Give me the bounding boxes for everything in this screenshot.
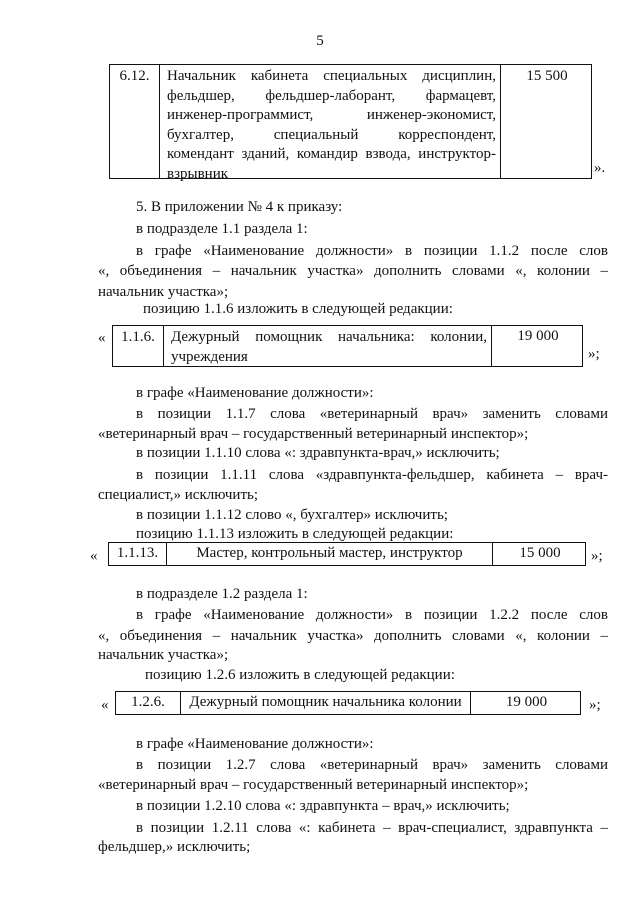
cell-line: бухгалтер, специальный корреспондент, [167,126,496,143]
table-position-1-2-6 [115,691,581,715]
paragraph-line: позицию 1.1.13 изложить в следующей редакции: [136,526,454,542]
cell-value: 19 000 [505,694,548,710]
cell-value: 15 500 [526,68,568,84]
page-number: 5 [316,33,324,49]
paragraph-line: позицию 1.2.6 изложить в следующей редакции: [145,667,455,683]
paragraph-line: «ветеринарный врач – государственный ветеринарный инспектор»; [98,777,529,793]
paragraph-line: в графе «Наименование должности» в позиции 1.2.2 после слов [136,607,608,623]
cell-number: 1.1.13. [109,543,167,565]
paragraph-line: 5. В приложении № 4 к приказу: [136,199,343,215]
paragraph-line: в подразделе 1.2 раздела 1: [136,586,308,602]
cell-number: 6.12. [110,65,160,178]
cell-line: фельдшер, фельдшер-лаборант, фармацевт, [167,87,496,104]
table-position-1-1-6 [112,325,583,367]
paragraph-line: в позиции 1.2.11 слова «: кабинета – врач-специалист, здравпункта – [136,820,608,836]
cell-line: Начальник кабинета специальных дисциплин, [167,68,496,84]
cell-number: 1.2.6. [116,692,181,714]
paragraph-line: позицию 1.1.6 изложить в следующей редакции: [143,301,453,317]
cell-line: взрывник [167,165,229,182]
paragraph-line: в позиции 1.2.10 слова «: здравпункта – врач,» исключить; [136,798,510,814]
paragraph-line: «, объединения – начальник участка» дополнить словами «, колонии – [98,628,608,644]
paragraph-line: в графе «Наименование должности» в позиции 1.1.2 после слов [136,243,608,259]
paragraph-line: в графе «Наименование должности»: [136,736,374,752]
paragraph-line: начальник участка»; [98,647,229,663]
table-position-1-1-13 [108,542,586,566]
cell-position-name: Мастер, контрольный мастер, инструктор [167,543,493,565]
cell-line: инженер-программист, инженер-экономист, [167,107,496,123]
paragraph-line: в графе «Наименование должности»: [136,385,374,401]
table-position-6-12 [109,64,592,182]
cell-value: 15 000 [519,545,561,561]
closing-quote: »; [591,548,603,564]
cell-position-name: Дежурный помощник начальника колонии [181,692,471,714]
paragraph-line: в позиции 1.1.12 слово «, бухгалтер» исключить; [136,507,448,523]
paragraph-line: «ветеринарный врач – государственный ветеринарный инспектор»; [98,426,529,442]
cell-number: 1.1.6. [113,326,164,366]
closing-quote: »; [588,346,600,362]
paragraph-line: в позиции 1.2.7 слова «ветеринарный врач» заменить словами [136,757,608,773]
paragraph-line: в позиции 1.1.10 слова «: здравпункта-врач,» исключить; [136,445,500,461]
paragraph-line: фельдшер,» исключить; [98,839,251,855]
cell-position-name [160,65,501,182]
cell-value: 19 000 [517,328,559,344]
cell-line: Дежурный помощник начальника: колонии, [171,329,487,345]
opening-quote: « [101,697,109,713]
paragraph-line: в позиции 1.1.7 слова «ветеринарный врач» заменить словами [136,406,608,422]
paragraph-line: в позиции 1.1.11 слова «здравпункта-фельдшер, кабинета – врач- [136,467,608,483]
closing-quote: »; [589,697,601,713]
cell-line: комендант зданий, командир взвода, инструктор- [167,146,496,162]
paragraph-line: «, объединения – начальник участка» дополнить словами «, колонии – [98,263,608,279]
paragraph-line: в подразделе 1.1 раздела 1: [136,221,308,237]
paragraph-line: начальник участка»; [98,284,229,300]
closing-quote: ». [594,160,606,176]
cell-position-name [164,326,492,366]
opening-quote: « [98,330,106,346]
opening-quote: « [90,548,98,564]
paragraph-line: специалист,» исключить; [98,487,259,503]
cell-line: учреждения [171,348,248,365]
